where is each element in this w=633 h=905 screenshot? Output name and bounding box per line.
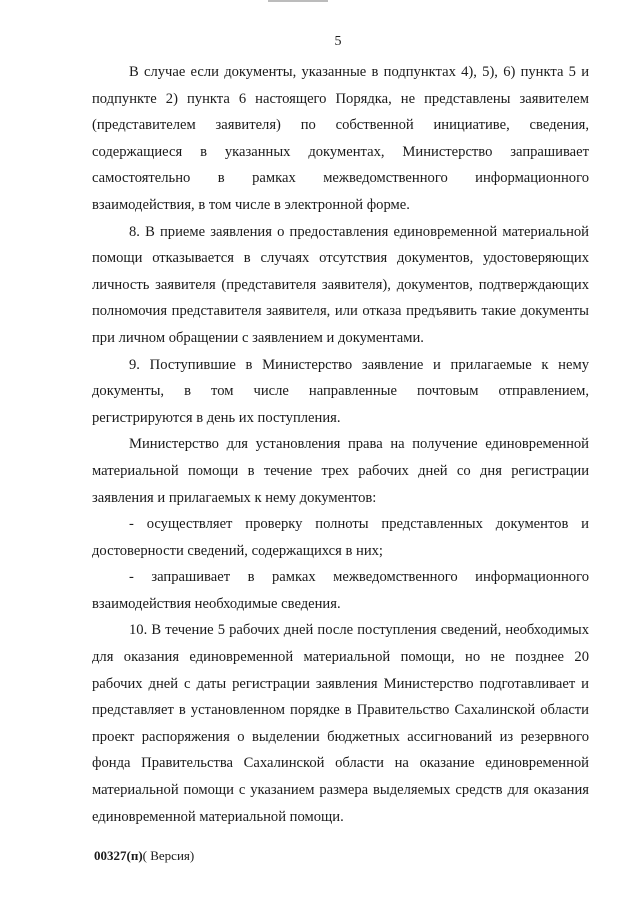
document-code: 00327(п) <box>94 848 143 863</box>
paragraph-check-completeness: - осуществляет проверку полноты представленных документов и достоверности сведений, содержащихся в них; <box>92 516 589 559</box>
paragraph-ministry-review: Министерство для установления права на получение единовременной материальной помощи в течение трех рабочих дней со дня регистрации заявления и прилагаемых к нему документов: <box>92 436 589 506</box>
scan-artifact <box>268 0 328 2</box>
document-footer <box>94 848 194 864</box>
paragraph-request-info: - запрашивает в рамках межведомственного информационного взаимодействия необходимые сведения. <box>92 569 589 612</box>
paragraph-item-10: 10. В течение 5 рабочих дней после поступления сведений, необходимых для оказания единовременной материальной помощи, но не позднее 20 рабочих дней с даты регистрации заявления Министерство подготавливает и представляет в установленном порядке в Правительство Сахалинской области проект распоряжения о выделении бюджетных ассигнований из резервного фонда Правительства Сахалинской области на оказание единовременной материальной помощи с указанием размера выделяемых средств для оказания единовременной материальной помощи. <box>92 622 589 825</box>
paragraph-item-8: 8. В приеме заявления о предоставления единовременной материальной помощи отказывается в случаях отсутствия документов, удостоверяющих личность заявителя (представителя заявителя), документов, подтверждающих полномочия представителя заявителя, или отказа предъявить такие документы при личном обращении с заявлением и документами. <box>92 223 589 346</box>
page-number: 5 <box>334 34 342 49</box>
paragraph-item-9: 9. Поступившие в Министерство заявление и прилагаемые к нему документы, в том числе направленные почтовым отправлением, регистрируются в день их поступления. <box>92 356 589 426</box>
paragraph-documents-request: В случае если документы, указанные в подпунктах 4), 5), 6) пункта 5 и подпункте 2) пункта 6 настоящего Порядка, не представлены заявителем (представителем заявителя) по собственной инициативе, сведения, содержащиеся в указанных документах, Министерство запрашивает самостоятельно в рамках межведомственного информационного взаимодействия, в том числе в электронной форме. <box>92 64 589 213</box>
document-body <box>92 59 589 830</box>
document-version: ( Версия) <box>142 848 195 863</box>
